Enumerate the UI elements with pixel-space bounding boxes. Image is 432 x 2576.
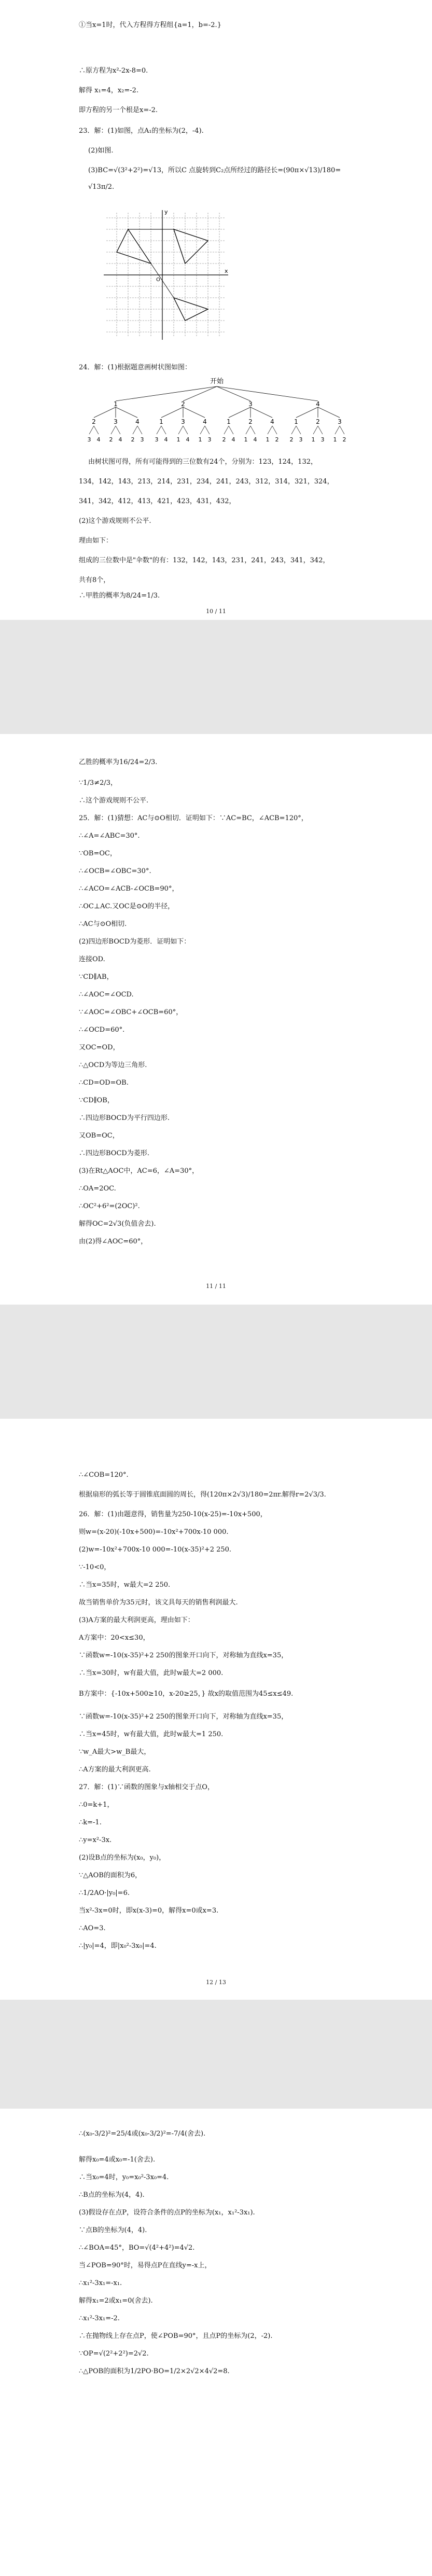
svg-text:1: 1 <box>227 418 231 425</box>
svg-text:3: 3 <box>320 436 325 443</box>
svg-text:1: 1 <box>311 436 315 443</box>
svg-text:4: 4 <box>118 436 122 443</box>
svg-text:2: 2 <box>109 436 113 443</box>
svg-text:3: 3 <box>155 436 159 443</box>
svg-text:3: 3 <box>248 400 253 408</box>
svg-text:1: 1 <box>266 436 270 443</box>
svg-text:4: 4 <box>316 400 320 408</box>
svg-text:3: 3 <box>299 436 303 443</box>
svg-text:1: 1 <box>294 418 298 425</box>
svg-text:4: 4 <box>96 436 101 443</box>
svg-text:4: 4 <box>164 436 168 443</box>
svg-text:x: x <box>225 268 228 274</box>
page-number: 12 / 13 <box>206 1979 226 1986</box>
svg-text:4: 4 <box>231 436 235 443</box>
tree-diagram <box>82 376 352 449</box>
svg-text:1: 1 <box>159 418 163 425</box>
svg-text:1: 1 <box>198 436 202 443</box>
page-3: ∴∠COB=120°. 根据扇形的弧长等于圆锥底面圆的周长，得(120π×2√3)/180=2πr.解得r=2√3/3. 26．解：(1)由题意得，销售量为250-10(x-25)=-10x+500， 则w=(x-20)(-10x+500)=-10x²+700x-10 000. (2)w=-10x²+700x-10 000=-10(x-35)²+2 250. ∵-10<0， ∴当x=35时，w最大=2 250. 故当销售单价为35元时，该文具每天的销售利润最大. (3)A方案的最大利润更高，理由如下： A方案中：20<x≤30， ∵函数w=-10(x-35)²+2 250的图象开口向下，对称轴为直线x=35， ∴当x=30时，w有最大值，此时w最大=2 000. B方案中：{-10x+500≥10，x-20≥25，} 故x的取值范围为45≤x≤49. ∵函数w=-10(x-35)²+2 250的图象开口向下，对称轴为直线x=35， ∴当x=45时，w有最大值，此时w最大=1 250. ∵w_A最大>w_B最大， ∴A方案的最大利润更高. 27．解：(1)∵函数的图象与x轴相交于点O， ∴0=k+1， ∴k=-1. ∴y=x²-3x. (2)设B点的坐标为(x₀，y₀)， ∵△AOB的面积为6， ∴1/2AO·|y₀|=6. 当x²-3x=0时，即x(x-3)=0，解得x=0或x=3. ∴AO=3. ∴|y₀|=4，即|x₀²-3x₀|=4. 12 / 13 <box>0 1419 432 2000</box>
svg-text:2: 2 <box>131 436 135 443</box>
coordinate-grid-figure <box>101 207 231 342</box>
page-gap <box>0 620 432 734</box>
svg-text:1: 1 <box>176 436 180 443</box>
svg-text:2: 2 <box>342 436 346 443</box>
page-1: ①当x=1时，代入方程得方程组{a=1，b=-2.} ∴原方程为x²-2x-8=0. 解得 x₁=4，x₂=-2. 即方程的另一个根是x=-2. 23．解：(1)如图，点A₁的坐标为(2，-4). (2)如图. (3)BC=√(3²+2²)=√13，所以C 点旋转到C₂点所经过的路径长=(90π×√13)/180= √13π/2. x y O 24．解：(1)根据题意画树状图如图： 开始 1 2 3 4 2 3 4 1 3 4 1 2 4 1 2 3 3 4 2 4 2 3 3 4 1 4 1 3 2 4 1 4 1 2 2 3 1 3 1 2 由树状图可得，所有可能得到的三位数有24个，分别为：123，124，132， 134，142，143，213，214，231，234，241，243，312，314，321，324， 341，342，412，413，421，423，431，432， (2)这个游戏规则不公平. 理由如下： 组成的三位数中是"伞数"的有：132，142，143，231，241，243，341，342， 共有8个， ∴甲胜的概率为8/24=1/3. 10 / 11 <box>0 0 432 620</box>
svg-text:1: 1 <box>244 436 248 443</box>
svg-text:4: 4 <box>203 418 207 425</box>
page-number: 11 / 11 <box>206 1283 226 1290</box>
svg-text:O: O <box>156 277 160 283</box>
svg-text:2: 2 <box>222 436 226 443</box>
svg-text:3: 3 <box>181 418 185 425</box>
svg-text:2: 2 <box>248 418 253 425</box>
svg-text:2: 2 <box>316 418 320 425</box>
svg-text:3: 3 <box>114 418 118 425</box>
svg-text:开始: 开始 <box>210 378 224 385</box>
svg-text:3: 3 <box>207 436 212 443</box>
page-gap <box>0 2000 432 2109</box>
svg-text:4: 4 <box>186 436 190 443</box>
svg-text:4: 4 <box>270 418 274 425</box>
svg-text:1: 1 <box>114 400 118 408</box>
svg-text:3: 3 <box>338 418 342 425</box>
svg-text:3: 3 <box>140 436 144 443</box>
svg-text:3: 3 <box>87 436 91 443</box>
svg-text:4: 4 <box>253 436 257 443</box>
page-4: ∴(x₀-3/2)²=25/4或(x₀-3/2)²=-7/4(舍去). 解得x₀=4或x₀=-1(舍去). ∴当x₀=4时，y₀=x₀²-3x₀=4. ∴B点的坐标为(4，4). (3)假设存在点P，设符合条件的点P的坐标为(x₁，x₁²-3x₁). ∵点B的坐标为(4，4). ∴∠BOA=45°，BO=√(4²+4²)=4√2. 当∠POB=90°时，易得点P在直线y=-x上， ∴x₁²-3x₁=-x₁. 解得x₁=2或x₁=0(舍去). ∴x₁²-3x₁=-2. ∴在抛物线上存在点P，使∠POB=90°，且点P的坐标为(2，-2). ∵OP=√(2²+2²)=2√2. ∴△POB的面积为1/2PO·BO=1/2×2√2×4√2=8. <box>0 2109 432 2576</box>
svg-text:2: 2 <box>275 436 279 443</box>
svg-text:2: 2 <box>181 400 185 408</box>
svg-text:2: 2 <box>289 436 294 443</box>
page-gap <box>0 1305 432 1419</box>
page-number: 10 / 11 <box>206 608 226 615</box>
page-2: 乙胜的概率为16/24=2/3. ∵1/3≠2/3， ∴这个游戏规则不公平. 25．解：(1)猜想：AC与⊙O相切．证明如下：∵AC=BC，∠ACB=120°， ∴∠A=∠ABC=30°. ∵OB=OC， ∴∠OCB=∠OBC=30°. ∴∠ACO=∠ACB-∠OCB=90°， ∴OC⊥AC.又OC是⊙O的半径， ∴AC与⊙O相切. (2)四边形BOCD为菱形．证明如下： 连接OD. ∵CD∥AB， ∴∠AOC=∠OCD. ∵∠AOC=∠OBC+∠OCB=60°， ∴∠OCD=60°. 又OC=OD， ∴△OCD为等边三角形. ∴CD=OD=OB. ∵CD∥OB， ∴四边形BOCD为平行四边形. 又OB=OC， ∴四边形BOCD为菱形. (3)在Rt△AOC中，AC=6，∠A=30°， ∴OA=2OC. ∴OC²+6²=(2OC)². 解得OC=2√3(负值舍去). 由(2)得∠AOC=60°， 11 / 11 <box>0 734 432 1305</box>
svg-text:y: y <box>164 209 168 215</box>
svg-text:2: 2 <box>92 418 96 425</box>
svg-text:1: 1 <box>333 436 337 443</box>
svg-text:4: 4 <box>135 418 140 425</box>
